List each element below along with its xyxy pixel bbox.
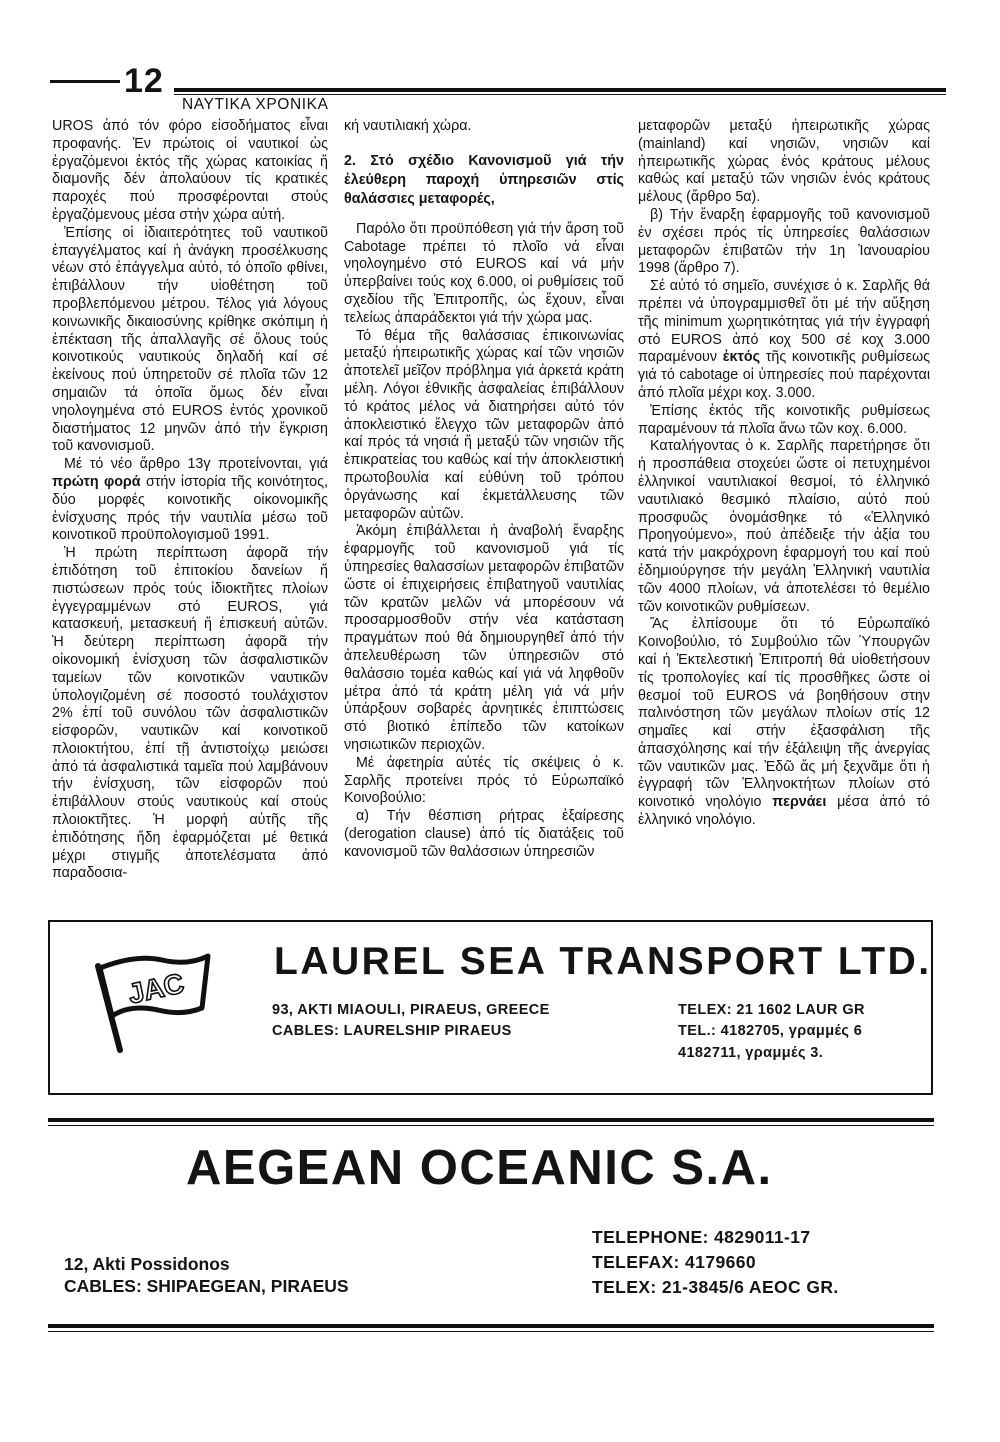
article-column-1: [52, 118, 328, 883]
text-run: Ἄς ἐλπίσουμε ὅτι τό Εὐρωπαϊκό Κοινοβούλιο, τό Συμβούλιο τῶν Ὑπουργῶν καί ἡ Ἐκτελεστική Ἐπιτροπή θά υἱοθετήσουν τίς τροπολογίες καί τίς προσθῆκες ὥστε οἱ θεσμοί τοῦ EUROS νά βοηθήσουν στην παλινόστηση τῶν μεγάλων πλοίων στίς 12 σημαῖες καί στήν ἐξασφάλιση τῆς ἀπασχόλησης καί τήν ἐξάλειψη τῆς ἀνεργίας τῶν ναυτικῶν μας. Ἐδῶ ἄς μή ξεχνᾶμε ὅτι ἡ ἐγγραφή τῶν Ἑλληνοκτήτων πλοίων στό κοινοτικό νηολόγιο: [638, 616, 930, 811]
page-number: 12: [124, 62, 164, 100]
text-run: μέσα ἀπό τό ἑλληνικό νηολόγιο.: [638, 794, 930, 829]
section-heading: 2. Στό σχέδιο Κανονισμοῦ γιά τήν ἐλεύθερη παροχή ὑπηρεσιῶν στίς θαλάσσιες μεταφορές,: [344, 152, 624, 207]
separator-rule-thin: [48, 1125, 934, 1126]
laurel-advertisement: [48, 920, 933, 1095]
company-telephone-2: 4182711, γραμμές 3.: [678, 1045, 824, 1061]
paragraph: [638, 616, 930, 830]
paragraph: β) Τήν ἔναρξη ἐφαρμογῆς τοῦ κανονισμοῦ ἐν σχέσει πρός τίς ὑπηρεσίες θαλάσσιων μεταφορῶν ἐπιβατῶν τήν 1η Ἰανουαρίου 1998 (ἄρθρο 7).: [638, 206, 930, 277]
header-rule-left: [50, 80, 120, 83]
header-rule: [174, 88, 946, 92]
company-address: 93, AKTI MIAOULI, PIRAEUS, GREECE: [272, 1002, 550, 1018]
paragraph: Μέ ἀφετηρία αὐτές τίς σκέψεις ὁ κ. Σαρλῆς προτείνει πρός τό Εὐρωπαϊκό Κοινοβούλιο:: [344, 754, 624, 807]
jac-flag-logo-icon: [86, 944, 216, 1054]
paragraph: Ἀκόμη ἐπιβάλλεται ἡ ἀναβολή ἔναρξης ἐφαρμογῆς τοῦ κανονισμοῦ γιά τίς ὑπηρεσίες θαλασσίων μεταφορῶν ἐπιβατῶν ὥστε οἱ ἐπιχειρήσεις ἐπιβατηγοῦ ναυτιλίας τῶν κρατῶν μελῶν νά μπορέσουν νά προσαρμοσθοῦν στήν νέα κατάσταση πραγμάτων πού θά δημιουργηθεῖ ἀπό τήν ἀπελευθέρωση τῶν ὑπηρεσιῶν στό θαλάσσιο τομέα καθώς καί γιά νά ληφθοῦν μέτρα ἀπό τά κράτη μέλη γιά νά μήν ὑπάρξουν σοβαρές ἀρνητικές ἐπιπτώσεις στό βιοτικό ἐπίπεδο τῶν κατοίκων νησιωτικῶν περιοχῶν.: [344, 523, 624, 753]
paragraph: Τό θέμα τῆς θαλάσσιας ἐπικοινωνίας μεταξύ ἠπειρωτικῆς χώρας καί τῶν νησιῶν ἀποτελεῖ μεῖζον πρόβλημα γιά ἀρκετά κράτη μέλη. Λόγοι ἐθνικῆς ἀσφαλείας ἐπιβάλλουν τό κράτος μέλος νά διατηρήσει αὐτό τόν ἀποκλειστικό ἔλεγχο τῶν μεταφορῶν ἀπό καί πρός τά νησιά ἤ μεταξύ τῶν νησιῶν τῆς ἐπικρατείας του καθώς καί τήν ἀποκλειστική πρωτοβουλία καί εὐθύνη τοῦ τρόπου ὀργάνωσης καί ἐκμετάλλευσης τῶν μεταφορῶν αὐτῶν.: [344, 327, 624, 522]
paragraph: Παρόλο ὅτι προϋπόθεση γιά τήν ἄρση τοῦ Cabotage πρέπει τό πλοῖο νά εἶναι νηολογημένο στό EUROS καί νά μήν ὑπερβαίνει τούς κοχ 6.000, οἱ ρυθμίσεις τοῦ σχεδίου τῆς Ἐπιτροπῆς, ὡς ἔχουν, εἶναι τελείως ἀπαράδεκτοι γιά τήν χώρα μας.: [344, 220, 624, 326]
company-name: AEGEAN OCEANIC S.A.: [186, 1141, 773, 1195]
article-column-3: [638, 118, 930, 830]
paragraph: α) Τήν θέσπιση ρήτρας ἐξαίρεσης (derogation clause) ἀπό τίς διατάξεις τοῦ κανονισμοῦ τῶν θαλάσσιων ὑπηρεσιῶν: [344, 808, 624, 860]
company-cables: CABLES: SHIPAEGEAN, PIRAEUS: [64, 1276, 349, 1296]
text-run: τῆς κοινοτικῆς ρυθμίσεως γιά τό cabotage οἱ ὑπηρεσίες πού παρέχονται ἀπό πλοῖα μέχρι κοχ. 3.000.: [638, 349, 930, 401]
logo-text: JAC: [125, 967, 187, 1010]
company-address: 12, Akti Possidonos: [64, 1254, 230, 1274]
separator-rule-thin: [48, 1331, 934, 1332]
separator-rule: [48, 1118, 934, 1122]
paragraph: UROS ἀπό τόν φόρο εἰσοδήματος εἶναι προφανής. Ἐν πρώτοις οἱ ναυτικοί ὡς ἐργαζόμενοι ἐκτός τῆς χώρας κατοικίας ἤ διαμονῆς δέν ἀπολαύουν τίς κρατικές παροχές πού προσφέρονται στούς ἐργαζόμενους μέσα στήν χώρα αὐτή.: [52, 118, 328, 223]
emphasis-text: πρώτη φορά: [52, 473, 141, 490]
paragraph: Ἐπίσης ἐκτός τῆς κοινοτικῆς ρυθμίσεως παραμένουν τά πλοῖα ἄνω τῶν κοχ. 6.000.: [638, 402, 930, 437]
company-telephone: TELEPHONE: 4829011-17: [592, 1227, 811, 1247]
text-run: Μέ τό νέο ἄρθρο 13γ προτείνονται, γιά: [64, 456, 328, 473]
paragraph: [52, 456, 328, 545]
emphasis-text: ἐκτός: [722, 349, 761, 366]
paragraph: Ἐπίσης οἱ ἰδιαιτερότητες τοῦ ναυτικοῦ ἐπαγγέλματος καί ἡ ἀνάγκη προσέλκυσης νέων στό ἐπάγγελμα αὐτό, τό ὁποῖο φθίνει, ἐπιβάλλουν τήν υἱοθέτηση τοῦ προβλεπόμενου μέτρου. Τέλος γιά λόγους κοινωνικῆς δικαιοσύνης κρίθηκε σκόπιμη ἡ ἐπέκταση τῆς ἀπαλλαγῆς σέ ὅλους τούς κοινοτικούς ναυτικούς δηλαδή καί σέ ἐκείνους πού ὑπηρετοῦν σέ πλοῖα τῶν 12 σημαιῶν τά ὁποῖα ὅμως δέν εἶναι νηολογημένα στό EUROS ἐντός χρονικοῦ διαστήματος 12 μηνῶν ἀπό τήν ἔγκριση τοῦ κανονισμοῦ.: [52, 224, 328, 455]
paragraph: Ἡ πρώτη περίπτωση ἀφορᾶ τήν ἐπιδότηση τοῦ ἐπιτοκίου δανείων ἤ πιστώσεων πρός τούς ἰδιοκτῆτες πλοίων ἐγγεγραμμένων στό EUROS, γιά κατασκευή, μετασκευή ἤ ἐπισκευή αὐτῶν. Ἡ δεύτερη περίπτωση ἀφορᾶ τήν οἰκονομική ἐνίσχυση τῶν ἀσφαλιστικῶν ταμείων τῶν κοινοτικῶν ναυτικῶν ὑπολογιζομένη σέ ποσοστό τουλάχιστον 2% ἐπί τοῦ συνόλου τῶν ἀσφαλιστικῶν εἰσφορῶν, ναυτικῶν καί κοινοτικοῦ πλοιοκτήτου, ἐπί τῇ ἀντιστοίχῳ μειώσει ἀπό τά ἀσφαλιστικά ταμεῖα πού λαμβάνουν τήν ἐνίσχυση, τῶν εἰσφορῶν πού ἐπιβάλλουν στούς ναυτικούς καί στούς πλοιοκτῆτες. Ἡ μορφή αὐτῆς τῆς ἐπιδότησης ἤδη ἐφαρμόζεται μέ θετικά μέχρι στιγμῆς ἀποτελέσματα ἀπό παραδοσια-: [52, 545, 328, 882]
running-title: ΝΑΥΤΙΚΑ ΧΡΟΝΙΚΑ: [182, 96, 329, 113]
text-run: Σέ αὐτό τό σημεῖο, συνέχισε ὁ κ. Σαρλῆς θά πρέπει νά ὑπογραμμισθεῖ ὅτι μέ τήν αὔξηση τῆς minimum χωρητικότητας γιά τήν ἐγγραφή στό EUROS ἀπό κοχ 500 σέ κοχ 3.000 παραμένουν: [638, 278, 930, 366]
paragraph: Καταλήγοντας ὁ κ. Σαρλῆς παρετήρησε ὅτι ἡ προσπάθεια στοχεύει ὥστε οἱ πετυχημένοι ἑλληνικοί ναυτιλιακοί θεσμοί, τό ἑλληνικό ναυτιλιακό θεσμικό πλαίσιο, αὐτό πού προσφυῶς ὀνομάσθηκε τό «Ἑλληνικό Προηγούμενο», πού ἀπέδειξε τήν ἀξία του κατά τήν μακρόχρονη ἐφαρμογή του καί πού ἐδημιούργησε τήν μεγάλη Ἑλληνική ναυτιλία τῶν 4000 πλοίων, νά ἀποτελέσει τό θεμέλιο τῶν κοινοτικῶν ρυθμίσεων.: [638, 438, 930, 615]
company-cables: CABLES: LAURELSHIP PIRAEUS: [272, 1023, 512, 1039]
header-rule-thin: [174, 94, 946, 95]
company-telex: TELEX: 21-3845/6 AEOC GR.: [592, 1277, 839, 1297]
paragraph: κή ναυτιλιακή χώρα.: [344, 118, 472, 134]
company-telefax: TELEFAX: 4179660: [592, 1252, 756, 1272]
company-name: LAUREL SEA TRANSPORT LTD.: [274, 940, 932, 983]
company-telex: TELEX: 21 1602 LAUR GR: [678, 1002, 865, 1018]
article-column-2: [344, 118, 624, 861]
emphasis-text: περνάει: [772, 794, 827, 811]
company-telephone: TEL.: 4182705, γραμμές 6: [678, 1023, 863, 1039]
text-run: στήν ἱστορία τῆς κοινότητος, δύο μορφές κοινοτικῆς οἰκονομικῆς ἐνίσχυσης πρός τήν ναυτιλία μέσω τοῦ κοινοτικοῦ προϋπολογισμοῦ 1991.: [52, 473, 328, 544]
paragraph: μεταφορῶν μεταξύ ἠπειρωτικῆς χώρας (mainland) καί νησιῶν, νησιῶν καί ἠπειρωτικῆς χώρας ἑνός κράτους μέλους καθώς καί μεταξύ τῶν νησιῶν ἑνός κράτους μέλους (ἄρθρο 5α).: [638, 118, 930, 206]
paragraph: [638, 278, 930, 403]
separator-rule: [48, 1324, 934, 1328]
